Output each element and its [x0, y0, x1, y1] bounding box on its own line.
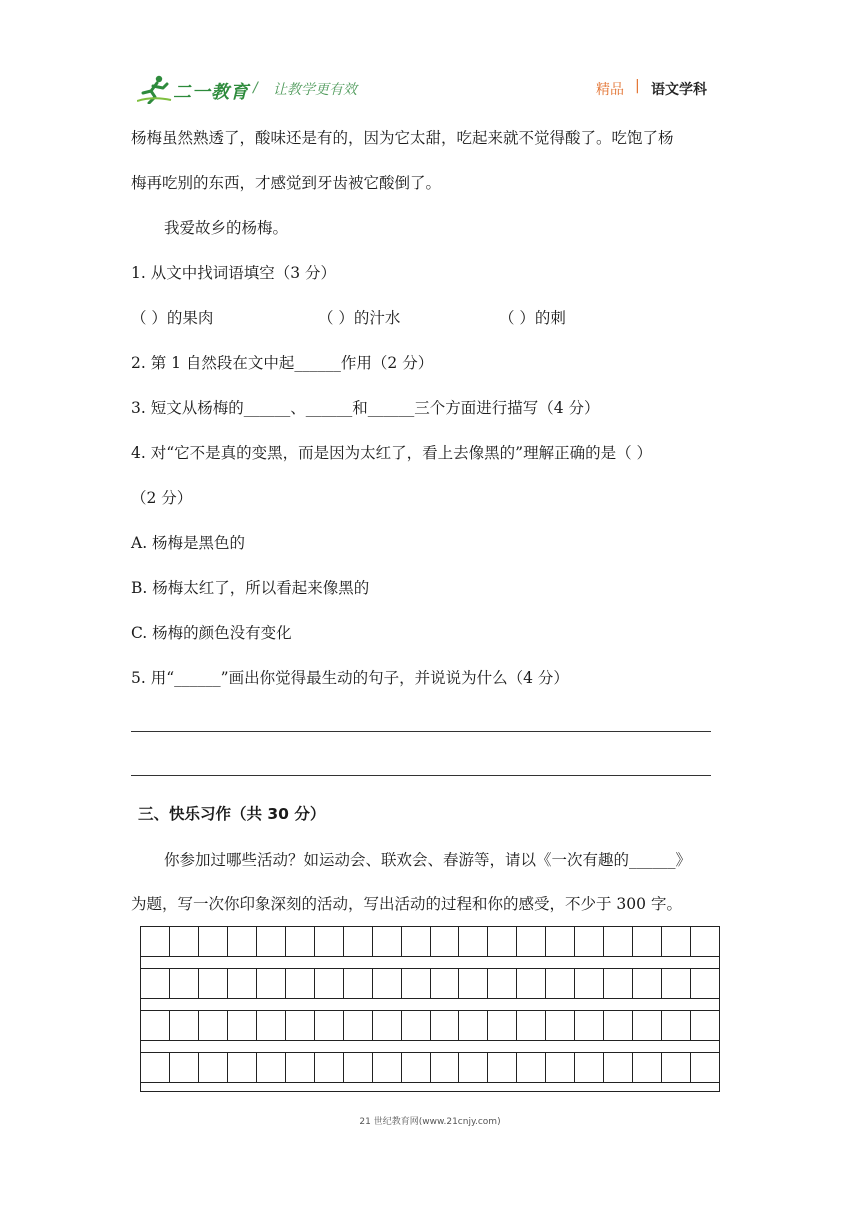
- grid-row[interactable]: [140, 1052, 720, 1083]
- writing-grid[interactable]: [140, 926, 720, 1092]
- question-4: 4. 对“它不是真的变黑，而是因为太红了，看上去像黑的”理解正确的是（ ）: [131, 444, 652, 462]
- grid-gap: [140, 1083, 720, 1092]
- slogan-separator: /: [253, 80, 258, 96]
- premium-tag: 精品: [596, 82, 624, 98]
- question-2: 2. 第 1 自然段在文中起______作用（2 分）: [131, 354, 434, 372]
- page-header: [133, 70, 723, 110]
- tag-separator: |: [635, 78, 640, 94]
- grid-row[interactable]: [140, 926, 720, 957]
- question-4-score: （2 分）: [131, 489, 193, 507]
- grid-row[interactable]: [140, 1010, 720, 1041]
- fill-blank: （ ）的果肉: [131, 309, 214, 327]
- option-a: A. 杨梅是黑色的: [131, 534, 246, 552]
- slogan: 让教学更有效: [273, 82, 357, 98]
- grid-row[interactable]: [140, 968, 720, 999]
- question-1: 1. 从文中找词语填空（3 分）: [131, 264, 337, 282]
- passage-line: 我爱故乡的杨梅。: [164, 219, 289, 237]
- question-3: 3. 短文从杨梅的______、______和______三个方面进行描写（4 分）: [131, 399, 600, 417]
- fill-blank: （ ）的刺: [499, 309, 566, 327]
- grid-gap: [140, 957, 720, 968]
- section-title: 三、快乐习作（共 30 分）: [138, 805, 326, 823]
- fill-blank: （ ）的汁水: [318, 309, 401, 327]
- answer-line[interactable]: [131, 731, 711, 732]
- subject-tag: 语文学科: [651, 82, 707, 98]
- composition-prompt: 你参加过哪些活动？如运动会、联欢会、春游等，请以《一次有趣的______》: [164, 851, 692, 869]
- runner-logo-icon: [137, 74, 173, 104]
- composition-prompt: 为题，写一次你印象深刻的活动，写出活动的过程和你的感受，不少于 300 字。: [131, 895, 682, 913]
- question-5: 5. 用“______”画出你觉得最生动的句子，并说说为什么（4 分）: [131, 669, 569, 687]
- footer-text: 21 世纪教育网(www.21cnjy.com): [359, 1117, 501, 1127]
- logo-text: 二一教育: [173, 82, 249, 103]
- passage-line: 梅再吃别的东西，才感觉到牙齿被它酸倒了。: [131, 174, 442, 192]
- passage-line: 杨梅虽然熟透了，酸味还是有的，因为它太甜，吃起来就不觉得酸了。吃饱了杨: [131, 129, 674, 147]
- grid-gap: [140, 999, 720, 1010]
- grid-gap: [140, 1041, 720, 1052]
- answer-line[interactable]: [131, 775, 711, 776]
- option-c: C. 杨梅的颜色没有变化: [131, 624, 292, 642]
- option-b: B. 杨梅太红了，所以看起来像黑的: [131, 579, 370, 597]
